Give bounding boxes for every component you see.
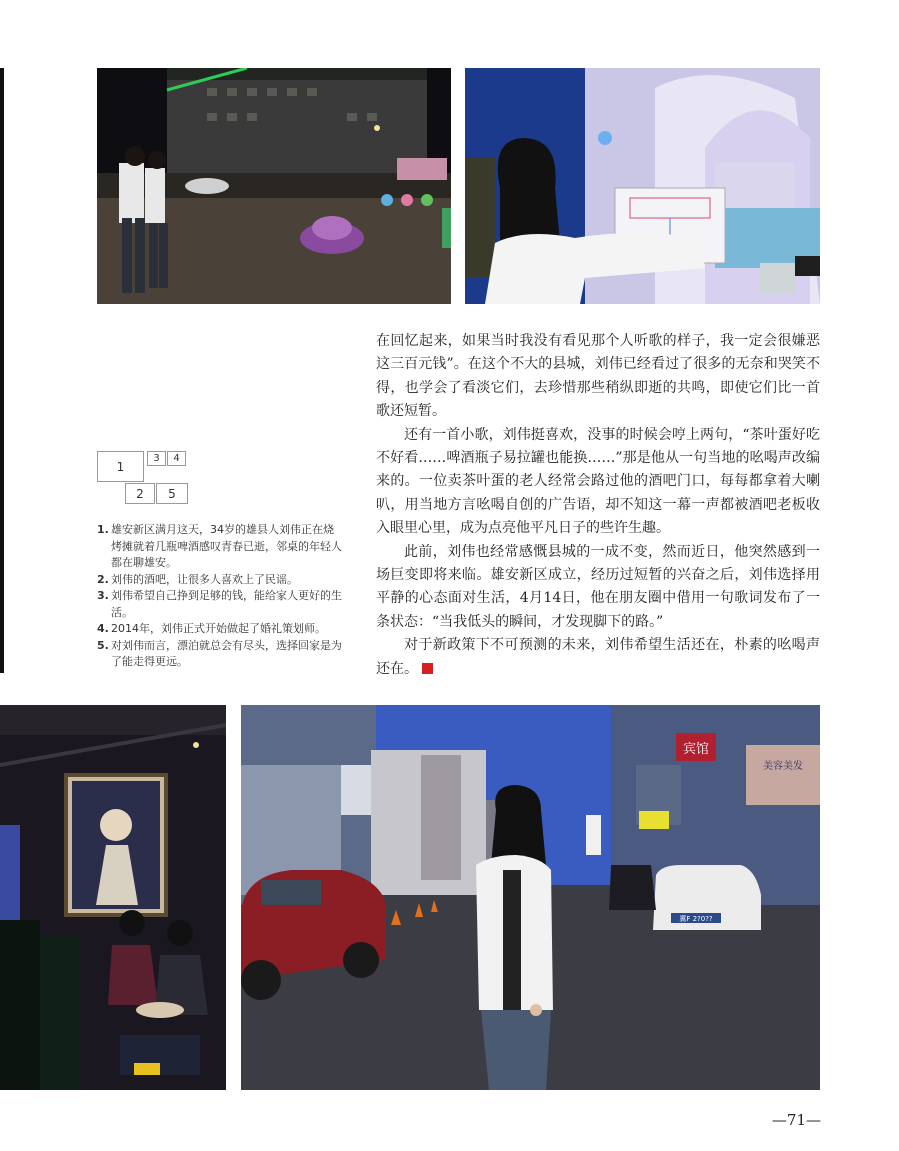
photo-1-night-square (97, 68, 451, 304)
article-body (376, 330, 820, 681)
article-paragraph-4-text: 对于新政策下不可预测的未来，刘伟希望生活还在，朴素的吆喝声还在。 (376, 637, 820, 677)
photo-key-3: 3 (147, 451, 166, 466)
page-number: —71— (771, 1111, 821, 1129)
photo-captions (97, 522, 343, 671)
caption-item: 3. 刘伟希望自己挣到足够的钱，能给家人更好的生活。 (97, 589, 342, 619)
hotel-sign: 宾馆 (682, 742, 710, 757)
article-paragraph-1: 在回忆起来，如果当时我没有看见那个人听歌的样子，我一定会很嫌恶这三百元钱”。在这个不大的县城，刘伟已经看过了很多的无奈和哭笑不得，也学会了看淡它们，去珍惜那些稍纵即逝的共鸣，即使它们比一首歌还短暂。 (376, 333, 820, 420)
end-mark-icon (422, 663, 433, 674)
shop-sign: 美容美发 (763, 761, 803, 772)
photo-2-bar-interior (0, 705, 226, 1090)
photo-5-street-dusk (241, 705, 820, 1090)
photo-key-2: 2 (125, 483, 155, 504)
article-paragraph-4 (376, 634, 820, 681)
caption-item: 2. 刘伟的酒吧，让很多人喜欢上了民谣。 (97, 572, 298, 586)
photo-key-4: 4 (167, 451, 186, 466)
caption-item: 4. 2014年，刘伟正式开始做起了婚礼策划师。 (97, 622, 326, 635)
article-paragraph-3: 此前，刘伟也经常感慨县城的一成不变，然而近日，他突然感到一场巨变即将来临。雄安新区成立，经历过短暂的兴奋之后，刘伟选择用平静的心态面对生活，4月14日，他在朋友圈中借用一句歌词发布了一条状态：“当我低头的瞬间，才发现脚下的路。” (376, 543, 820, 630)
left-page-edge (0, 68, 4, 673)
photo-key-5: 5 (156, 483, 188, 504)
article-paragraph-2: 还有一首小歌，刘伟挺喜欢，没事的时候会哼上两句，“茶叶蛋好吃不好看……啤酒瓶子易拉罐也能换……”那是他从一句当地的吆喝声改编来的。一位卖茶叶蛋的老人经常会路过他的酒吧门口，每每都拿着大喇叭，用当地方言吆喝自创的广告语，却不知这一幕一声都被酒吧老板收入眼里心里，成为点亮他平凡日子的些许生趣。 (376, 426, 820, 537)
photo-3-wedding-studio (465, 68, 820, 304)
license-plate: 冀F 2?0?? (679, 915, 713, 923)
caption-item: 1. 雄安新区满月这天，34岁的雄县人刘伟正在烧烤摊就着几瓶啤酒感叹青春已逝，邻桌的年轻人都在聊雄安。 (97, 523, 342, 569)
photo-key-1: 1 (97, 451, 144, 482)
caption-item: 5. 对刘伟而言，漂泊就总会有尽头，选择回家是为了能走得更远。 (97, 638, 342, 668)
